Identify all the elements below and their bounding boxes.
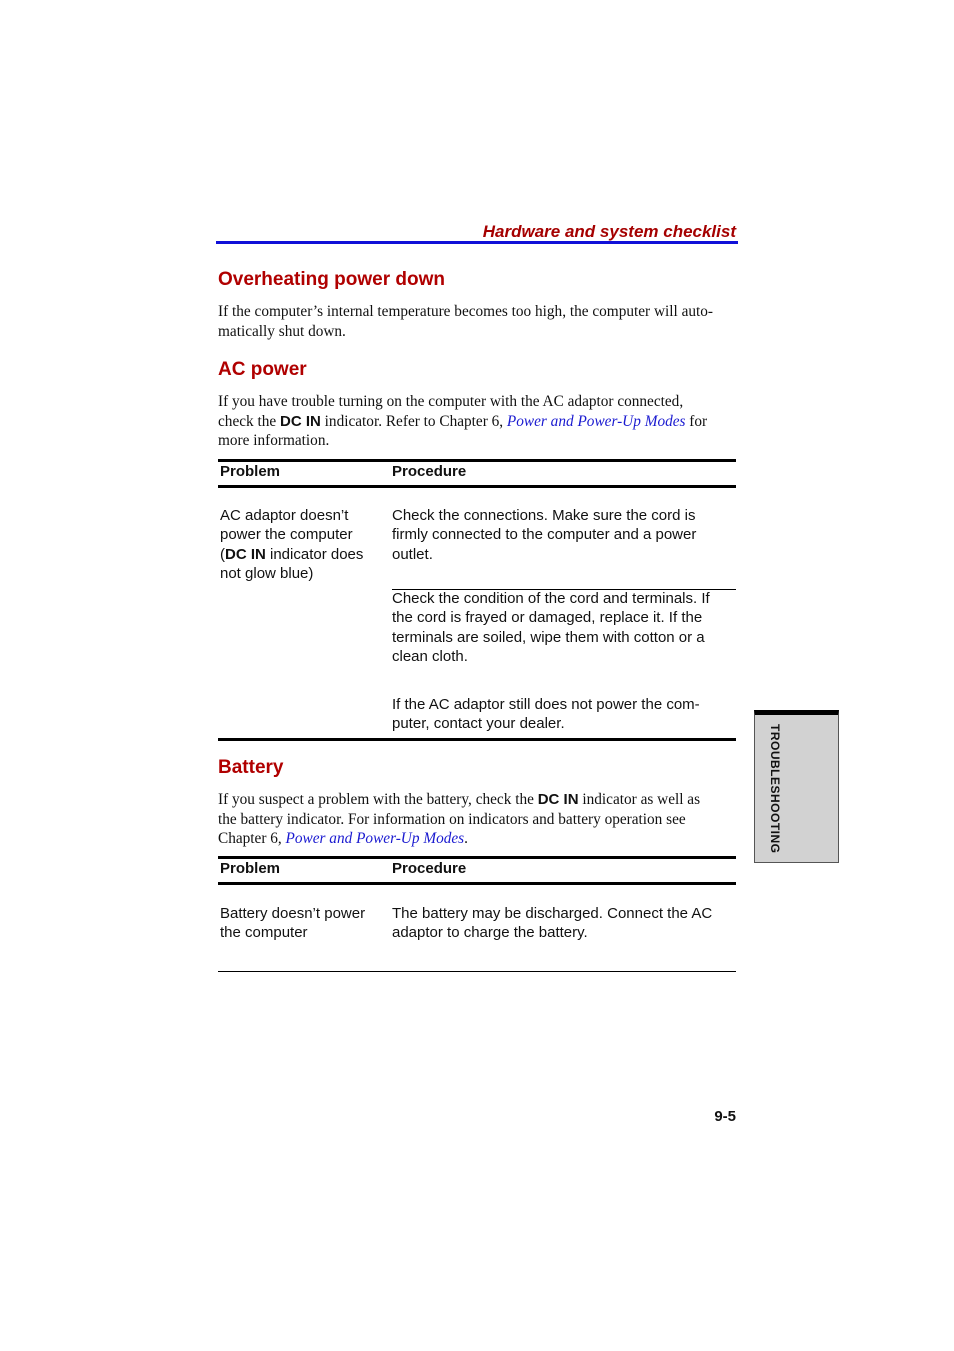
column-header-procedure: Procedure: [392, 463, 467, 480]
procedure-line: clean cloth.: [392, 647, 468, 665]
page-number: 9-5: [714, 1108, 736, 1125]
procedure-line: outlet.: [392, 545, 433, 563]
table-cell-problem: [220, 506, 385, 583]
ac-power-line-3: more information.: [218, 432, 330, 449]
dc-in-indicator-label: DC IN: [225, 545, 266, 563]
table-header-rule: [218, 882, 736, 885]
dc-in-indicator-label: DC IN: [537, 791, 579, 808]
chapter-side-tab-label: TROUBLESHOOTING: [768, 724, 782, 854]
problem-line: power the computer: [220, 526, 353, 544]
battery-text: If you suspect a problem with the battery, check the: [218, 791, 538, 808]
problem-line: the computer: [220, 924, 308, 942]
section-heading-ac-power: AC power: [218, 359, 307, 380]
table-bottom-rule: [218, 738, 736, 741]
overheating-paragraph: [218, 302, 736, 341]
dc-in-indicator-label: DC IN: [280, 412, 321, 430]
column-header-problem: Problem: [220, 463, 281, 480]
problem-text: (: [220, 545, 225, 563]
table-header-rule: [218, 485, 736, 488]
ac-power-line-2: [218, 412, 736, 432]
procedure-line: terminals are soiled, wipe them with cotton or a: [392, 628, 705, 646]
table-bottom-rule: [218, 971, 736, 972]
overheating-line-2: matically shut down.: [218, 322, 346, 340]
header-rule: [216, 241, 738, 244]
problem-line: AC adaptor doesn’t: [220, 507, 349, 524]
battery-paragraph: [218, 790, 736, 849]
table-top-rule: [218, 459, 736, 462]
ac-power-text: indicator. Refer to Chapter 6,: [320, 412, 507, 430]
battery-line-3: [218, 829, 736, 849]
battery-line-2: the battery indicator. For information on indicators and battery operation see: [218, 810, 686, 828]
problem-line: not glow blue): [220, 564, 314, 582]
procedure-line: If the AC adaptor still does not power the com-: [392, 696, 700, 713]
ac-power-paragraph: [218, 392, 736, 451]
ac-power-text: for: [685, 412, 708, 430]
table-cell-procedure-1: [392, 506, 736, 564]
table-cell-problem: [220, 904, 390, 943]
problem-line: [220, 545, 385, 564]
battery-text: Chapter 6,: [218, 830, 286, 847]
table-cell-procedure-2: [392, 589, 736, 666]
procedure-line: adaptor to charge the battery.: [392, 924, 588, 942]
section-heading-overheating: Overheating power down: [218, 269, 445, 290]
ac-power-text: check the: [218, 412, 281, 430]
table-cell-procedure: [392, 904, 736, 943]
problem-line: Battery doesn’t power: [220, 905, 366, 922]
overheating-line-1: If the computer’s internal temperature becomes too high, the computer will auto-: [218, 303, 714, 320]
table-cell-procedure-3: [392, 695, 736, 734]
running-header: Hardware and system checklist: [482, 222, 736, 241]
chapter-link-power-modes[interactable]: Power and Power-Up Modes: [285, 830, 465, 847]
procedure-line: The battery may be discharged. Connect the AC: [392, 905, 713, 922]
chapter-link-power-modes[interactable]: Power and Power-Up Modes: [506, 412, 686, 430]
column-header-procedure: Procedure: [392, 860, 467, 877]
procedure-line: Check the condition of the cord and terminals. If: [392, 590, 710, 607]
battery-text: indicator as well as: [578, 791, 701, 808]
procedure-line: Check the connections. Make sure the cord is: [392, 507, 696, 524]
procedure-line: puter, contact your dealer.: [392, 715, 565, 733]
ac-power-line-1: If you have trouble turning on the computer with the AC adaptor connected,: [218, 393, 684, 410]
procedure-line: the cord is frayed or damaged, replace it. If the: [392, 609, 703, 627]
procedure-line: firmly connected to the computer and a power: [392, 526, 697, 544]
section-heading-battery: Battery: [218, 757, 284, 778]
battery-line-1: [218, 790, 736, 810]
battery-text: .: [464, 830, 468, 847]
column-header-problem: Problem: [220, 860, 281, 877]
problem-text: indicator does: [265, 545, 364, 563]
table-top-rule: [218, 856, 736, 859]
